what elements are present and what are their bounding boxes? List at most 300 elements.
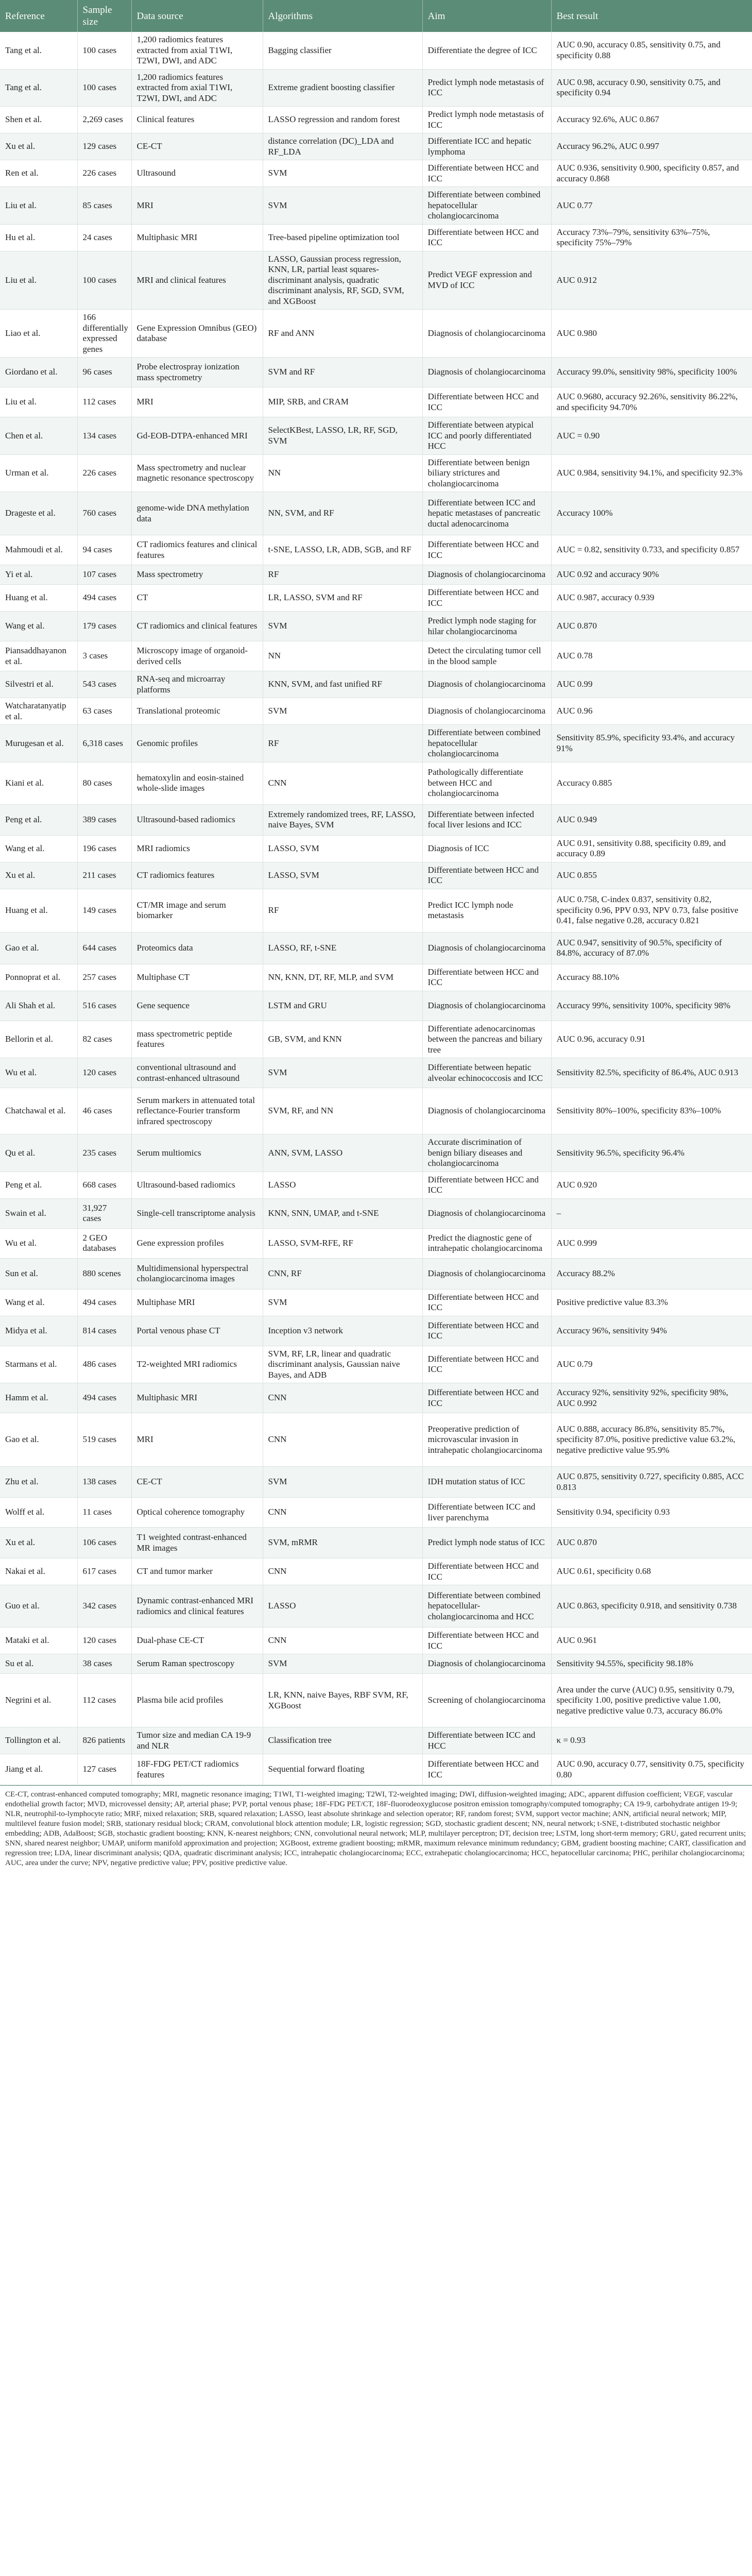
cell-reference: Huang et al. [0,585,77,612]
cell-best-result: Accuracy 88.2% [551,1258,752,1289]
cell-data-source: 1,200 radiomics features extracted from axial T1WI, T2WI, DWI, and ADC [131,32,263,69]
cell-reference: Wang et al. [0,1289,77,1316]
cell-reference: Murugesan et al. [0,725,77,762]
cell-algorithms: LASSO, SVM [263,862,422,889]
cell-data-source: Plasma bile acid profiles [131,1674,263,1727]
cell-algorithms: RF and ANN [263,310,422,358]
cell-algorithms: NN, SVM, and RF [263,492,422,535]
table-row [0,835,752,862]
cell-sample-size: 31,927 cases [77,1198,131,1228]
cell-sample-size: 342 cases [77,1585,131,1628]
table-row [0,187,752,225]
cell-best-result: Area under the curve (AUC) 0.95, sensitivity 0.79, specificity 1.00, positive predictive value 1.00, negative predictive value 0.73, accuracy 86.0% [551,1674,752,1727]
cell-sample-size: 3 cases [77,641,131,671]
cell-algorithms: SVM [263,1058,422,1088]
cell-best-result: AUC 0.912 [551,251,752,310]
cell-aim: Predict lymph node status of ICC [422,1528,551,1558]
cell-algorithms: LASSO, SVM-RFE, RF [263,1228,422,1258]
cell-aim: Differentiate between ICC and hepatic metastases of pancreatic ductal adenocarcinoma [422,492,551,535]
cell-aim: Detect the circulating tumor cell in the blood sample [422,641,551,671]
cell-data-source: Portal venous phase CT [131,1316,263,1346]
table-row [0,1058,752,1088]
cell-data-source: CT/MR image and serum biomarker [131,889,263,932]
cell-aim: Differentiate between HCC and ICC [422,387,551,417]
cell-best-result: Accuracy 100% [551,492,752,535]
cell-data-source: conventional ultrasound and contrast-enhanced ultrasound [131,1058,263,1088]
table-row [0,1346,752,1383]
cell-data-source: Multidimensional hyperspectral cholangiocarcinoma images [131,1258,263,1289]
cell-algorithms: ANN, SVM, LASSO [263,1134,422,1172]
table-row [0,964,752,991]
cell-data-source: CT and tumor marker [131,1558,263,1585]
cell-aim: Diagnosis of cholangiocarcinoma [422,1088,551,1134]
cell-reference: Mataki et al. [0,1628,77,1654]
cell-best-result: Accuracy 88.10% [551,964,752,991]
cell-sample-size: 100 cases [77,251,131,310]
cell-reference: Liao et al. [0,310,77,358]
cell-reference: Peng et al. [0,1172,77,1198]
cell-aim: Predict lymph node metastasis of ICC [422,69,551,107]
cell-best-result: AUC = 0.82, sensitivity 0.733, and specificity 0.857 [551,535,752,565]
cell-reference: Nakai et al. [0,1558,77,1585]
cell-sample-size: 494 cases [77,1289,131,1316]
cell-sample-size: 6,318 cases [77,725,131,762]
cell-sample-size: 519 cases [77,1413,131,1467]
cell-reference: Xu et al. [0,133,77,160]
cell-aim: Diagnosis of cholangiocarcinoma [422,1654,551,1674]
cell-algorithms: SVM, RF, and NN [263,1088,422,1134]
cell-algorithms: LASSO, RF, t-SNE [263,932,422,964]
cell-sample-size: 257 cases [77,964,131,991]
cell-best-result: AUC 0.61, specificity 0.68 [551,1558,752,1585]
cell-reference: Hu et al. [0,224,77,251]
table-row [0,1558,752,1585]
cell-reference: Chen et al. [0,417,77,455]
cell-best-result: Sensitivity 80%–100%, specificity 83%–100% [551,1088,752,1134]
cell-aim: Accurate discrimination of benign biliary diseases and cholangiocarcinoma [422,1134,551,1172]
table-row [0,492,752,535]
table-row [0,1134,752,1172]
cell-data-source: CT radiomics features [131,862,263,889]
cell-data-source: Gene expression profiles [131,1228,263,1258]
cell-best-result: AUC 0.984, sensitivity 94.1%, and specificity 92.3% [551,454,752,492]
cell-best-result: AUC 0.758, C-index 0.837, sensitivity 0.82, specificity 0.96, PPV 0.93, NPV 0.73, false positive 0.41, false negative 0.28, accuracy 0.821 [551,889,752,932]
cell-sample-size: 196 cases [77,835,131,862]
cell-best-result: Sensitivity 94.55%, specificity 98.18% [551,1654,752,1674]
cell-sample-size: 24 cases [77,224,131,251]
cell-best-result: Accuracy 96.2%, AUC 0.997 [551,133,752,160]
cell-aim: Differentiate between ICC and HCC [422,1727,551,1754]
cell-reference: Silvestri et al. [0,671,77,698]
cell-aim: Differentiate between combined hepatocellular-cholangiocarcinoma and HCC [422,1585,551,1628]
table-row [0,1088,752,1134]
cell-aim: Differentiate between HCC and ICC [422,1628,551,1654]
cell-aim: Pathologically differentiate between HCC and cholangiocarcinoma [422,762,551,804]
table-row [0,32,752,69]
cell-algorithms: CNN [263,1383,422,1413]
cell-algorithms: LASSO [263,1585,422,1628]
cell-reference: Gao et al. [0,932,77,964]
cell-algorithms: NN [263,641,422,671]
cell-sample-size: 120 cases [77,1628,131,1654]
table-row [0,224,752,251]
cell-aim: Diagnosis of cholangiocarcinoma [422,358,551,387]
cell-reference: Yi et al. [0,565,77,585]
cell-sample-size: 668 cases [77,1172,131,1198]
cell-algorithms: SVM [263,612,422,641]
cell-algorithms: SelectKBest, LASSO, LR, RF, SGD, SVM [263,417,422,455]
cell-data-source: Multiphase MRI [131,1289,263,1316]
cell-best-result: AUC 0.870 [551,612,752,641]
cell-sample-size: 617 cases [77,1558,131,1585]
table-row [0,1585,752,1628]
cell-best-result: AUC 0.863, specificity 0.918, and sensitivity 0.738 [551,1585,752,1628]
cell-algorithms: SVM, RF, LR, linear and quadratic discriminant analysis, Gaussian naive Bayes, and ADB [263,1346,422,1383]
cell-best-result: Sensitivity 85.9%, specificity 93.4%, and accuracy 91% [551,725,752,762]
cell-data-source: Ultrasound-based radiomics [131,1172,263,1198]
table-row [0,862,752,889]
table-row [0,1289,752,1316]
cell-data-source: Single-cell transcriptome analysis [131,1198,263,1228]
cell-best-result: AUC 0.91, sensitivity 0.88, specificity 0.89, and accuracy 0.89 [551,835,752,862]
table-row [0,762,752,804]
cell-sample-size: 149 cases [77,889,131,932]
cell-data-source: MRI radiomics [131,835,263,862]
table-body [0,32,752,1785]
cell-reference: Swain et al. [0,1198,77,1228]
cell-algorithms: CNN [263,1558,422,1585]
cell-aim: Diagnosis of cholangiocarcinoma [422,310,551,358]
cell-reference: Urman et al. [0,454,77,492]
table-row [0,133,752,160]
cell-reference: Negrini et al. [0,1674,77,1727]
cell-algorithms: LSTM and GRU [263,991,422,1021]
cell-algorithms: LR, LASSO, SVM and RF [263,585,422,612]
cell-best-result: AUC 0.79 [551,1346,752,1383]
cell-data-source: 18F-FDG PET/CT radiomics features [131,1754,263,1785]
cell-sample-size: 760 cases [77,492,131,535]
cell-sample-size: 134 cases [77,417,131,455]
cell-data-source: Tumor size and median CA 19-9 and NLR [131,1727,263,1754]
cell-aim: Differentiate between HCC and ICC [422,1346,551,1383]
table-row [0,387,752,417]
cell-algorithms: SVM [263,1467,422,1498]
cell-aim: Differentiate between HCC and ICC [422,160,551,187]
cell-sample-size: 138 cases [77,1467,131,1498]
cell-data-source: T1 weighted contrast-enhanced MR images [131,1528,263,1558]
cell-sample-size: 80 cases [77,762,131,804]
cell-reference: Wu et al. [0,1228,77,1258]
cell-algorithms: SVM [263,698,422,725]
cell-aim: Differentiate between hepatic alveolar echinococcosis and ICC [422,1058,551,1088]
cell-algorithms: RF [263,725,422,762]
cell-aim: Differentiate between ICC and liver parenchyma [422,1498,551,1528]
cell-best-result: AUC 0.999 [551,1228,752,1258]
cell-best-result: AUC 0.9680, accuracy 92.26%, sensitivity 86.22%, and specificity 94.70% [551,387,752,417]
cell-reference: Tollington et al. [0,1727,77,1754]
cell-algorithms: Tree-based pipeline optimization tool [263,224,422,251]
cell-aim: Differentiate between infected focal liver lesions and ICC [422,804,551,835]
cell-best-result: AUC 0.96 [551,698,752,725]
cell-sample-size: 11 cases [77,1498,131,1528]
cell-data-source: Translational proteomic [131,698,263,725]
cell-best-result: AUC 0.870 [551,1528,752,1558]
cell-best-result: AUC 0.961 [551,1628,752,1654]
column-header-sample-size: Sample size [77,0,131,32]
cell-reference: Qu et al. [0,1134,77,1172]
cell-best-result: Accuracy 92.6%, AUC 0.867 [551,107,752,133]
cell-reference: Jiang et al. [0,1754,77,1785]
cell-sample-size: 46 cases [77,1088,131,1134]
table-row [0,69,752,107]
cell-sample-size: 644 cases [77,932,131,964]
cell-aim: Predict the diagnostic gene of intrahepatic cholangiocarcinoma [422,1228,551,1258]
cell-algorithms: Extremely randomized trees, RF, LASSO, naive Bayes, SVM [263,804,422,835]
cell-sample-size: 120 cases [77,1058,131,1088]
table-row [0,991,752,1021]
table-row [0,1654,752,1674]
cell-reference: Drageste et al. [0,492,77,535]
cell-algorithms: NN [263,454,422,492]
cell-algorithms: LASSO, Gaussian process regression, KNN, LR, partial least squares-discriminant analysis, quadratic discriminant analysis, RF, SGD, SVM, and XGBoost [263,251,422,310]
cell-reference: Wu et al. [0,1058,77,1088]
cell-sample-size: 82 cases [77,1021,131,1058]
cell-sample-size: 129 cases [77,133,131,160]
cell-reference: Piansaddhayanon et al. [0,641,77,671]
cell-data-source: Multiphasic MRI [131,1383,263,1413]
table-row [0,454,752,492]
cell-data-source: Gene sequence [131,991,263,1021]
cell-reference: Giordano et al. [0,358,77,387]
cell-sample-size: 85 cases [77,187,131,225]
cell-data-source: MRI [131,387,263,417]
cell-best-result: AUC 0.96, accuracy 0.91 [551,1021,752,1058]
table-row [0,417,752,455]
table-row [0,1467,752,1498]
cell-algorithms: NN, KNN, DT, RF, MLP, and SVM [263,964,422,991]
cell-algorithms: LASSO [263,1172,422,1198]
cell-best-result: Sensitivity 82.5%, specificity of 86.4%, AUC 0.913 [551,1058,752,1088]
cell-algorithms: KNN, SVM, and fast unified RF [263,671,422,698]
cell-best-result: Sensitivity 0.94, specificity 0.93 [551,1498,752,1528]
cell-aim: Preoperative prediction of microvascular invasion in intrahepatic cholangiocarcinoma [422,1413,551,1467]
column-header-aim: Aim [422,0,551,32]
cell-sample-size: 880 scenes [77,1258,131,1289]
cell-reference: Guo et al. [0,1585,77,1628]
cell-reference: Bellorin et al. [0,1021,77,1058]
cell-best-result: AUC 0.987, accuracy 0.939 [551,585,752,612]
cell-aim: Differentiate between HCC and ICC [422,585,551,612]
cell-aim: Differentiate between benign biliary strictures and cholangiocarcinoma [422,454,551,492]
cell-aim: Differentiate between HCC and ICC [422,1754,551,1785]
cell-sample-size: 112 cases [77,387,131,417]
cell-data-source: CT radiomics and clinical features [131,612,263,641]
cell-sample-size: 211 cases [77,862,131,889]
table-row [0,251,752,310]
cell-best-result: AUC 0.980 [551,310,752,358]
cell-sample-size: 814 cases [77,1316,131,1346]
table-row [0,725,752,762]
cell-aim: Differentiate between combined hepatocellular cholangiocarcinoma [422,725,551,762]
cell-aim: Differentiate ICC and hepatic lymphoma [422,133,551,160]
cell-sample-size: 100 cases [77,32,131,69]
table-row [0,671,752,698]
cell-aim: Diagnosis of cholangiocarcinoma [422,698,551,725]
cell-data-source: Multiphasic MRI [131,224,263,251]
cell-data-source: RNA-seq and microarray platforms [131,671,263,698]
cell-best-result: AUC 0.855 [551,862,752,889]
cell-sample-size: 494 cases [77,585,131,612]
cell-data-source: Serum markers in attenuated total reflectance-Fourier transform infrared spectroscopy [131,1088,263,1134]
table-row [0,804,752,835]
cell-sample-size: 179 cases [77,612,131,641]
cell-best-result: AUC 0.78 [551,641,752,671]
cell-best-result: Accuracy 92%, sensitivity 92%, specificity 98%, AUC 0.992 [551,1383,752,1413]
cell-algorithms: SVM [263,1289,422,1316]
cell-reference: Chatchawal et al. [0,1088,77,1134]
table-row [0,1498,752,1528]
cell-data-source: Microscopy image of organoid-derived cells [131,641,263,671]
cell-data-source: 1,200 radiomics features extracted from axial T1WI, T2WI, DWI, and ADC [131,69,263,107]
cell-reference: Xu et al. [0,1528,77,1558]
cell-reference: Hamm et al. [0,1383,77,1413]
cell-best-result: Accuracy 0.885 [551,762,752,804]
cell-algorithms: CNN, RF [263,1258,422,1289]
cell-sample-size: 235 cases [77,1134,131,1172]
cell-data-source: Ultrasound-based radiomics [131,804,263,835]
cell-algorithms: CNN [263,1413,422,1467]
column-header-data-source: Data source [131,0,263,32]
cell-best-result: AUC = 0.90 [551,417,752,455]
cell-algorithms: GB, SVM, and KNN [263,1021,422,1058]
cell-algorithms: t-SNE, LASSO, LR, ADB, SGB, and RF [263,535,422,565]
cell-best-result: AUC 0.920 [551,1172,752,1198]
cell-aim: Screening of cholangiocarcinoma [422,1674,551,1727]
cell-sample-size: 226 cases [77,454,131,492]
table-row [0,358,752,387]
table-row [0,1383,752,1413]
cell-data-source: MRI [131,1413,263,1467]
cell-sample-size: 94 cases [77,535,131,565]
cell-aim: Differentiate between HCC and ICC [422,1289,551,1316]
cell-best-result: AUC 0.90, accuracy 0.77, sensitivity 0.75, specificity 0.80 [551,1754,752,1785]
cell-aim: Predict lymph node metastasis of ICC [422,107,551,133]
table-row [0,612,752,641]
table-row [0,107,752,133]
column-header-algorithms: Algorithms [263,0,422,32]
cell-algorithms: RF [263,889,422,932]
cell-reference: Shen et al. [0,107,77,133]
cell-algorithms: LASSO, SVM [263,835,422,862]
cell-best-result: κ = 0.93 [551,1727,752,1754]
cell-aim: Predict ICC lymph node metastasis [422,889,551,932]
cell-sample-size: 63 cases [77,698,131,725]
cell-algorithms: SVM [263,187,422,225]
cell-aim: Diagnosis of ICC [422,835,551,862]
cell-sample-size: 494 cases [77,1383,131,1413]
cell-best-result: AUC 0.875, sensitivity 0.727, specificity 0.885, ACC 0.813 [551,1467,752,1498]
table-row [0,889,752,932]
cell-algorithms: CNN [263,1628,422,1654]
cell-data-source: Ultrasound [131,160,263,187]
cell-reference: Liu et al. [0,387,77,417]
cell-sample-size: 100 cases [77,69,131,107]
cell-sample-size: 112 cases [77,1674,131,1727]
cell-reference: Tang et al. [0,32,77,69]
cell-algorithms: SVM and RF [263,358,422,387]
cell-best-result: AUC 0.947, sensitivity of 90.5%, specificity of 84.8%, accuracy of 87.0% [551,932,752,964]
cell-data-source: Gene Expression Omnibus (GEO) database [131,310,263,358]
cell-data-source: Mass spectrometry [131,565,263,585]
cell-data-source: CE-CT [131,1467,263,1498]
cell-aim: Differentiate between HCC and ICC [422,862,551,889]
cell-reference: Sun et al. [0,1258,77,1289]
cell-best-result: AUC 0.888, accuracy 86.8%, sensitivity 85.7%, specificity 87.0%, positive predictive value 63.2%, negative predictive value 95.9% [551,1413,752,1467]
cell-reference: Ali Shah et al. [0,991,77,1021]
cell-best-result: AUC 0.936, sensitivity 0.900, specificity 0.857, and accuracy 0.868 [551,160,752,187]
cell-reference: Wolff et al. [0,1498,77,1528]
cell-algorithms: MIP, SRB, and CRAM [263,387,422,417]
cell-algorithms: CNN [263,762,422,804]
cell-algorithms: SVM, mRMR [263,1528,422,1558]
cell-reference: Peng et al. [0,804,77,835]
table-row [0,1754,752,1785]
cell-algorithms: LASSO regression and random forest [263,107,422,133]
cell-reference: Xu et al. [0,862,77,889]
cell-data-source: Serum multiomics [131,1134,263,1172]
table-row [0,1316,752,1346]
cell-data-source: Multiphase CT [131,964,263,991]
cell-sample-size: 38 cases [77,1654,131,1674]
cell-sample-size: 486 cases [77,1346,131,1383]
header-row [0,0,752,32]
cell-algorithms: Bagging classifier [263,32,422,69]
cell-sample-size: 389 cases [77,804,131,835]
cell-data-source: Clinical features [131,107,263,133]
cell-best-result: Accuracy 96%, sensitivity 94% [551,1316,752,1346]
cell-aim: Diagnosis of cholangiocarcinoma [422,671,551,698]
cell-aim: Differentiate between HCC and ICC [422,224,551,251]
table-row [0,1228,752,1258]
cell-sample-size: 166 differentially expressed genes [77,310,131,358]
cell-data-source: MRI and clinical features [131,251,263,310]
cell-algorithms: SVM [263,1654,422,1674]
cell-data-source: MRI [131,187,263,225]
cell-reference: Gao et al. [0,1413,77,1467]
table-row [0,932,752,964]
cell-data-source: Dual-phase CE-CT [131,1628,263,1654]
cell-sample-size: 2,269 cases [77,107,131,133]
cell-algorithms: Sequential forward floating [263,1754,422,1785]
cell-aim: Differentiate between HCC and ICC [422,1383,551,1413]
cell-data-source: genome-wide DNA methylation data [131,492,263,535]
cell-reference: Watcharatanyatip et al. [0,698,77,725]
cell-best-result: AUC 0.77 [551,187,752,225]
cell-best-result: – [551,1198,752,1228]
cell-aim: Diagnosis of cholangiocarcinoma [422,1198,551,1228]
table-row [0,1727,752,1754]
cell-aim: Predict lymph node staging for hilar cholangiocarcinoma [422,612,551,641]
table-row [0,641,752,671]
cell-algorithms: Extreme gradient boosting classifier [263,69,422,107]
table-row [0,1528,752,1558]
cell-best-result: AUC 0.90, accuracy 0.85, sensitivity 0.75, and specificity 0.88 [551,32,752,69]
cell-reference: Kiani et al. [0,762,77,804]
cell-best-result: AUC 0.99 [551,671,752,698]
cell-data-source: Dynamic contrast-enhanced MRI radiomics and clinical features [131,1585,263,1628]
cell-sample-size: 107 cases [77,565,131,585]
cell-aim: Differentiate between combined hepatocellular cholangiocarcinoma [422,187,551,225]
